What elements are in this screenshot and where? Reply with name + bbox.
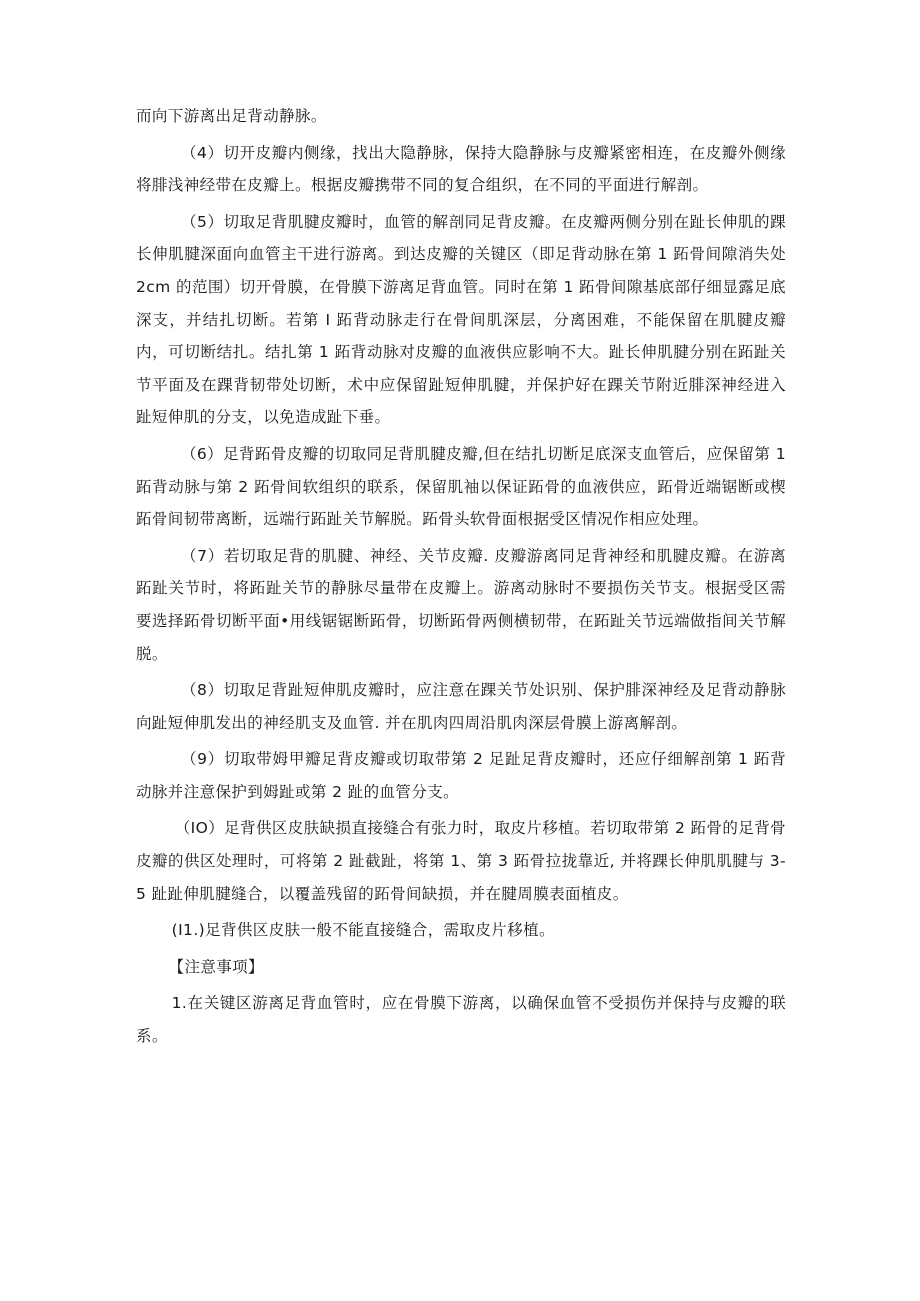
paragraph-step-11: (I1.)足背供区皮肤一般不能直接缝合，需取皮片移植。	[171, 921, 555, 940]
paragraph-step-10: （IO）足背供区皮肤缺损直接缝合有张力时，取皮片移植。若切取带第 2 跖骨的足背骨皮瓣的供区处理时，可将第 2 趾截趾，将第 1、第 3 跖骨拉拢靠近, 并将踝长伸肌肌腱与 3-5 趾趾伸肌腱缝合，以覆盖残留的跖骨间缺损，并在腱周膜表面植皮。	[136, 819, 786, 903]
paragraph-step-7: （7）若切取足背的肌腱、神经、关节皮瓣. 皮瓣游离同足背神经和肌腱皮瓣。在游离跖趾关节时，将跖趾关节的静脉尽量带在皮瓣上。游离动脉时不要损伤关节支。根据受区需要选择跖骨切断平面•用线锯锯断跖骨，切断跖骨两侧横韧带，在跖趾关节远端做指间关节解脱。	[136, 546, 786, 663]
paragraph-precaution-1: 1.在关键区游离足背血管时，应在骨膜下游离，以确保血管不受损伤并保持与皮瓣的联系。	[136, 994, 786, 1046]
paragraph-step-4: （4）切开皮瓣内侧缘，找出大隐静脉，保持大隐静脉与皮瓣紧密相连，在皮瓣外侧缘将腓浅神经带在皮瓣上。根据皮瓣携带不同的复合组织，在不同的平面进行解剖。	[136, 143, 786, 195]
section-heading-precautions: 【注意事项】	[168, 957, 264, 976]
paragraph-step-5: （5）切取足背肌腱皮瓣时，血管的解剖同足背皮瓣。在皮瓣两侧分别在趾长伸肌的踝长伸肌腱深面向血管主干进行游离。到达皮瓣的关键区（即足背动脉在第 1 跖骨间隙消失处 2cm 的范围）切开骨膜，在骨膜下游离足背血管。同时在第 1 跖骨间隙基底部仔细显露足底深支，并结扎切断。若第 I 跖背动脉走行在骨间肌深层，分离困难，不能保留在肌腱皮瓣内，可切断结扎。结扎第 1 跖背动脉对皮瓣的血液供应影响不大。趾长伸肌腱分别在跖趾关节平面及在踝背韧带处切断，术中应保留趾短伸肌腱，并保护好在踝关节附近腓深神经进入趾短伸肌的分支，以免造成趾下垂。	[136, 212, 786, 427]
paragraph-continuation: 而向下游离出足背动静脉。	[136, 107, 327, 125]
paragraph-step-8: （8）切取足背趾短伸肌皮瓣时，应注意在踝关节处识别、保护腓深神经及足背动静脉向趾短伸肌发出的神经肌支及血管. 并在肌肉四周沿肌肉深层骨膜上游离解剖。	[136, 681, 786, 732]
paragraph-step-9: （9）切取带姆甲瓣足背皮瓣或切取带第 2 足趾足背皮瓣时，还应仔细解剖第 1 跖背动脉并注意保护到姆趾或第 2 趾的血管分支。	[136, 750, 786, 801]
document-body	[136, 100, 786, 1053]
paragraph-step-6: （6）足背跖骨皮瓣的切取同足背肌腱皮瓣,但在结扎切断足底深支血管后，应保留第 1 跖背动脉与第 2 跖骨间软组织的联系，保留肌袖以保证跖骨的血液供应，跖骨近端锯断或楔跖骨间韧带离断，远端行跖趾关节解脱。跖骨头软骨面根据受区情况作相应处理。	[136, 444, 786, 529]
